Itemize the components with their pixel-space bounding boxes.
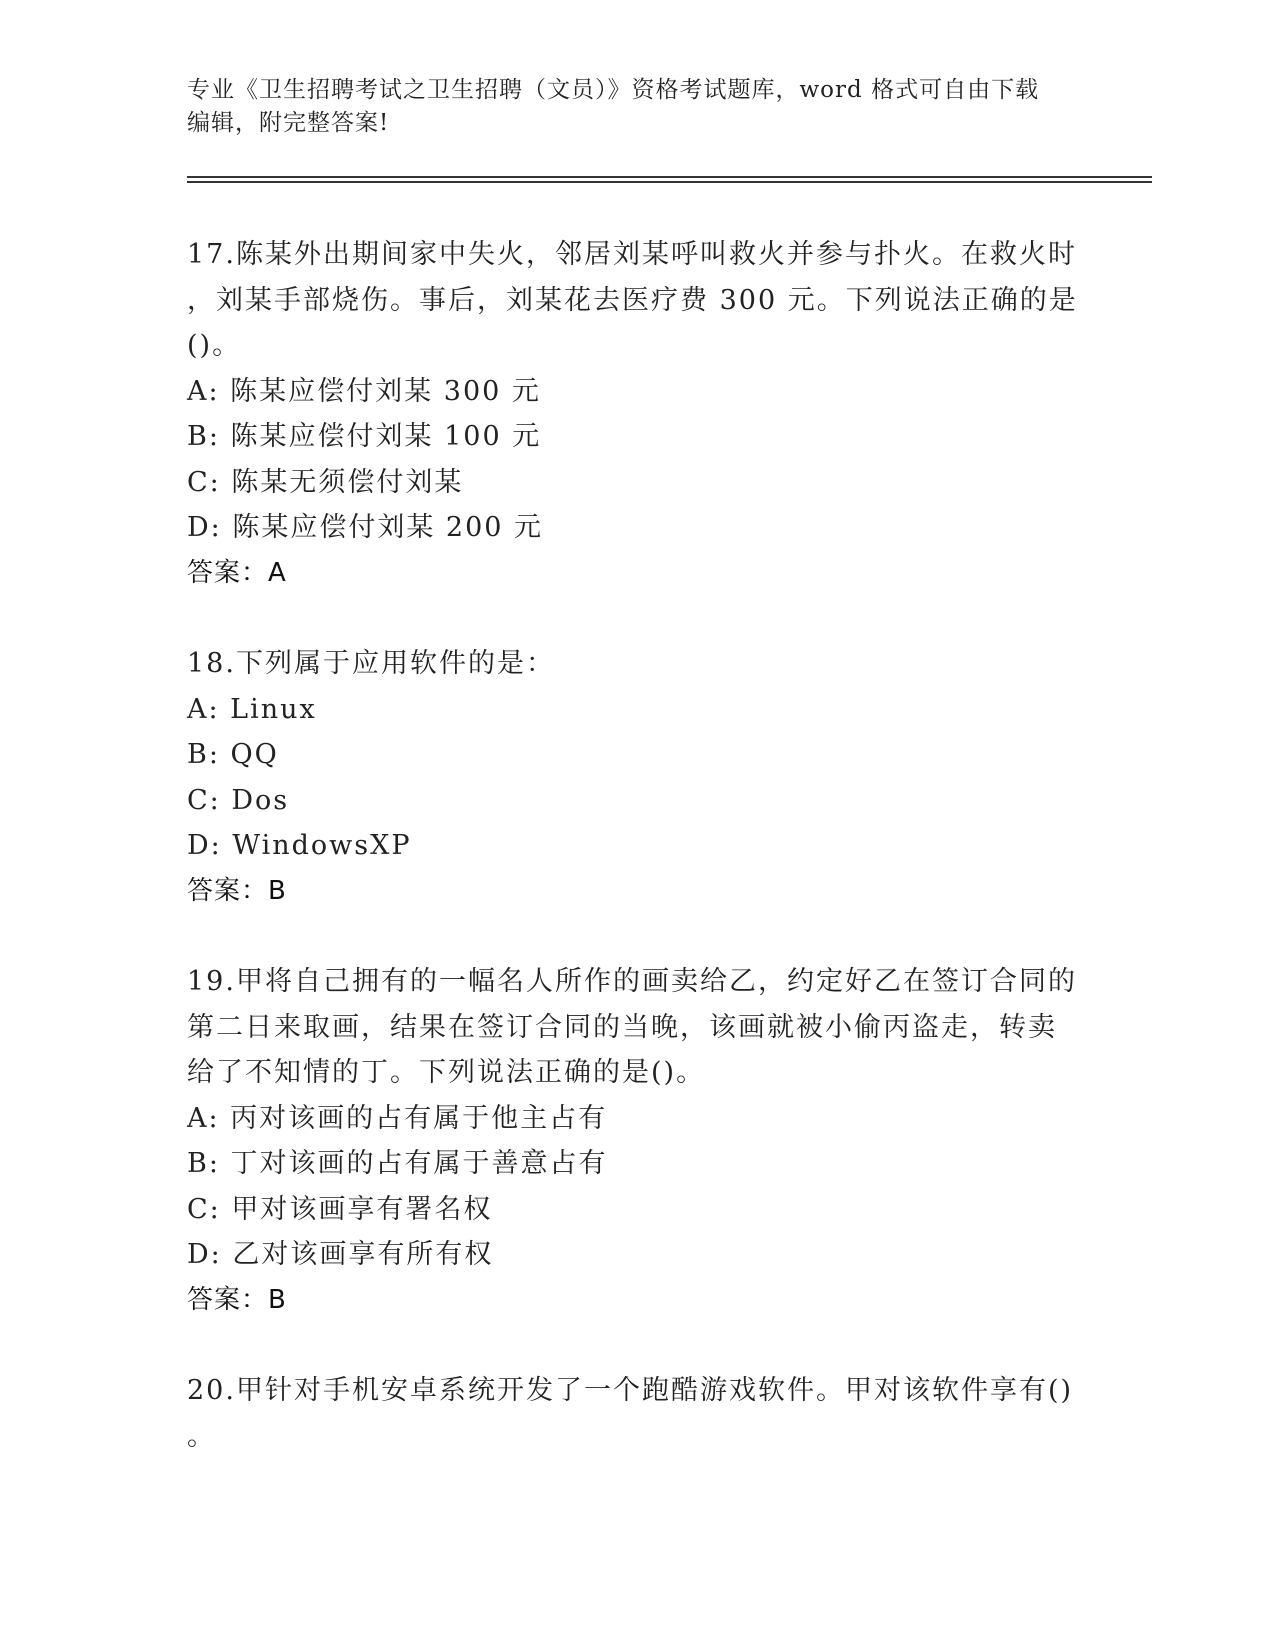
option-b: B: QQ	[187, 739, 279, 770]
question-stem-line: 20.甲针对手机安卓系统开发了一个跑酷游戏软件。甲对该软件享有()	[187, 1375, 1074, 1406]
option-a: A: Linux	[187, 693, 317, 725]
question-stem-line: 18.下列属于应用软件的是：	[187, 648, 555, 679]
option-d: D: WindowsXP	[187, 830, 412, 861]
answer-text: 答案：B	[187, 875, 287, 906]
question-stem-line: ，刘某手部烧伤。事后，刘某花去医疗费 300 元。下列说法正确的是	[187, 284, 1078, 316]
header-line-2: 编辑，附完整答案!	[187, 110, 390, 136]
option-b: B: 陈某应偿付刘某 100 元	[187, 421, 542, 452]
header-divider-bottom	[187, 181, 1152, 183]
question-stem-line: ()。	[187, 330, 242, 361]
question-17	[187, 232, 1087, 596]
option-a: A: 陈某应偿付刘某 300 元	[187, 375, 541, 407]
option-c: C: Dos	[187, 784, 290, 816]
answer-text: 答案：A	[187, 557, 287, 588]
question-stem-line: 19.甲将自己拥有的一幅名人所作的画卖给乙，约定好乙在签订合同的	[187, 966, 1077, 997]
option-c: C: 甲对该画享有署名权	[187, 1193, 493, 1225]
question-stem-line: 第二日来取画，结果在签订合同的当晚，该画就被小偷丙盗走，转卖	[187, 1011, 1057, 1043]
option-c: C: 陈某无须偿付刘某	[187, 466, 464, 498]
question-stem-line: 17.陈某外出期间家中失火，邻居刘某呼叫救火并参与扑火。在救火时	[187, 239, 1077, 270]
question-list	[187, 232, 1087, 1504]
option-b: B: 丁对该画的占有属于善意占有	[187, 1148, 608, 1179]
question-stem-line: 给了不知情的丁。下列说法正确的是()。	[187, 1057, 706, 1088]
answer-text: 答案：B	[187, 1284, 287, 1315]
question-stem-line: 。	[187, 1420, 216, 1452]
option-a: A: 丙对该画的占有属于他主占有	[187, 1102, 608, 1134]
question-18	[187, 641, 1087, 914]
header-line-1: 专业《卫生招聘考试之卫生招聘（文员）》资格考试题库，word 格式可自由下载	[187, 77, 1040, 103]
option-d: D: 陈某应偿付刘某 200 元	[187, 512, 544, 543]
question-20	[187, 1368, 1087, 1459]
question-19	[187, 959, 1087, 1323]
document-header	[187, 74, 1087, 140]
header-divider-top	[187, 176, 1152, 178]
option-d: D: 乙对该画享有所有权	[187, 1239, 494, 1270]
